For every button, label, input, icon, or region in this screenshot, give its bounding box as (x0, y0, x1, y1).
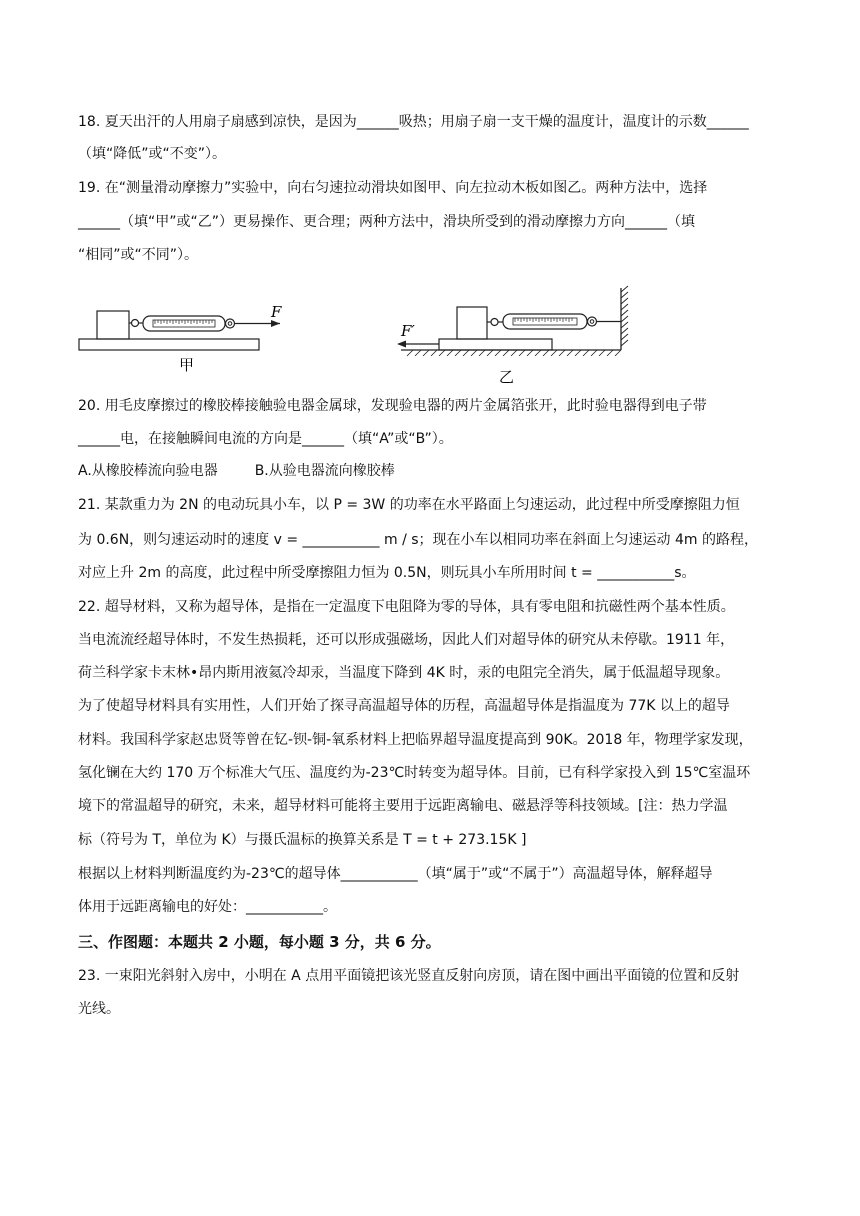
q19-line-1: 19. 在“测量滑动摩擦力”实验中，向右匀速拉动滑块如图甲、向左拉动木板如图乙。两种方法中，选择 (78, 180, 708, 196)
force-label: F (271, 303, 282, 321)
q22-line-1: 22. 超导材料，又称为超导体，是指在一定温度下电阻降为零的导体，具有零电阻和抗磁性两个基本性质。 (78, 599, 735, 615)
q21-line-3: 对应上升 2m 的高度，此过程中所受摩擦阻力恒为 0.5N，则玩具小车所用时间 t = ___________s。 (78, 565, 696, 581)
q22-line-10: 体用于远距离输电的好处：___________。 (78, 899, 337, 915)
q18-line-1: 18. 夏天出汗的人用扇子扇感到凉快，是因为______吸热；用扇子扇一支干燥的温度计，温度计的示数______ (78, 114, 749, 130)
figure-label-jia: 甲 (179, 356, 195, 374)
q20-line-1: 20. 用毛皮摩擦过的橡胶棒接触验电器金属球，发现验电器的两片金属箔张开，此时验电器得到电子带 (78, 398, 707, 414)
figure-label-yi: 乙 (499, 368, 515, 386)
figure-jia (75, 300, 305, 380)
q22-line-2: 当电流流经超导体时，不发生热损耗，还可以形成强磁场，因此人们对超导体的研究从未停歇。1911 年， (78, 632, 735, 648)
spring-scale (143, 316, 235, 331)
q20-line-2: ______电，在接触瞬间电流的方向是______（填“A”或“B”）。 (78, 431, 453, 447)
section-heading: 三、作图题：本题共 2 小题，每小题 3 分，共 6 分。 (78, 933, 441, 951)
q22-line-9: 根据以上材料判断温度约为-23℃的超导体___________（填“属于”或“不属于”）高温超导体，解释超导 (78, 866, 713, 882)
q23-line-1: 23. 一束阳光斜射入房中，小明在 A 点用平面镜把该光竖直反射向房顶，请在图中画出平面镜的位置和反射 (78, 968, 740, 984)
q19-line-3: “相同”或“不同”）。 (78, 247, 199, 263)
q18-line-2: （填“降低”或“不变”）。 (78, 146, 227, 162)
q22-line-5: 材料。我国科学家赵忠贤等曾在钇-钡-铜-氧系材料上把临界超导温度提高到 90K。2018 年，物理学家发现， (78, 732, 753, 748)
q21-line-2: 为 0.6N，则匀速运动时的速度 v = ___________ m / s；现在小车以相同功率在斜面上匀速运动 4m 的路程， (78, 532, 758, 548)
hook (491, 319, 498, 326)
option-b: B.从验电器流向橡胶棒 (254, 463, 395, 479)
q22-line-3: 荷兰科学家卡末林•昂内斯用液氦冷却汞，当温度下降到 4K 时，汞的电阻完全消失，属于低温超导现象。 (78, 665, 730, 681)
option-a: A.从橡胶棒流向验电器 (78, 463, 218, 479)
q22-line-8: 标（符号为 T，单位为 K）与摄氏温标的换算关系是 T = t + 273.15K ] (78, 832, 527, 848)
slider-block (457, 307, 487, 339)
q22-line-4: 为了使超导材料具有实用性，人们开始了探寻高温超导体的历程，高温超导体是指温度为 77K 以上的超导 (78, 698, 730, 714)
figure-yi (395, 282, 635, 390)
spring-scale (503, 314, 621, 329)
q23-line-2: 光线。 (78, 1001, 120, 1017)
force-label: F′ (401, 322, 415, 340)
board (439, 339, 552, 350)
hook (132, 320, 139, 327)
q20-options (78, 461, 395, 481)
q22-line-7: 境下的常温超导的研究，未来，超导材料可能将主要用于远距离输电、磁悬浮等科技领域。[注：热力学温 (78, 798, 728, 814)
q19-line-2: ______（填“甲”或“乙”）更易操作、更合理；两种方法中，滑块所受到的滑动摩擦力方向______（填 (78, 214, 696, 230)
board (79, 339, 259, 350)
q21-line-1: 21. 某款重力为 2N 的电动玩具小车，以 P = 3W 的功率在水平路面上匀速运动，此过程中所受摩擦阻力恒 (78, 497, 740, 513)
q22-line-6: 氢化镧在大约 170 万个标准大气压、温度约为-23℃时转变为超导体。目前，已有科学家投入到 15℃室温环 (78, 765, 751, 781)
slider-block (97, 311, 129, 339)
